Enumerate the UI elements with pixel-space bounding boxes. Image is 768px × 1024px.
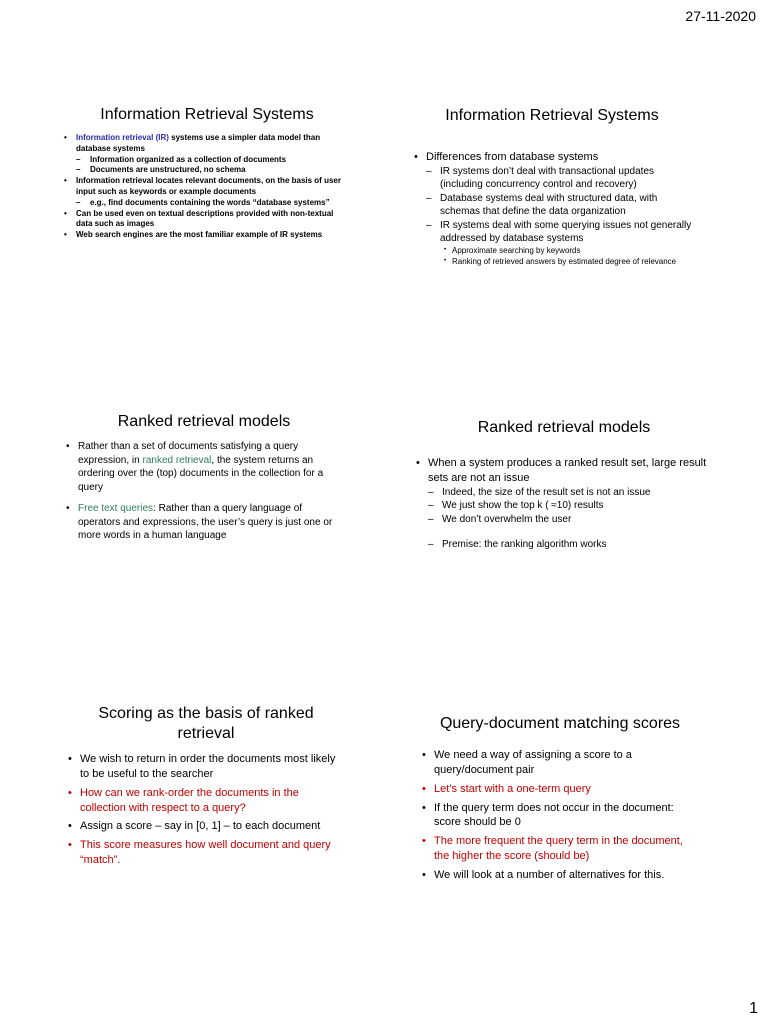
list-item: – IR systems deal with some querying issues not generally addressed by database systems — [412, 219, 692, 246]
list-item: • This score measures how well document and query “match”. — [66, 838, 346, 868]
slide-3 — [64, 412, 344, 543]
list-item: • We wish to return in order the documents most likely to be useful to the searcher — [66, 752, 346, 782]
spacer — [414, 526, 714, 538]
list-item — [64, 440, 344, 494]
list-item: – Database systems deal with structured data, with schemas that define the data organization — [412, 192, 692, 219]
highlight-term: Free text queries — [78, 503, 154, 514]
slide-title: Information Retrieval Systems — [445, 107, 659, 124]
bullet-list — [66, 752, 346, 868]
page-number: 1 — [749, 1000, 758, 1017]
bullet-list — [62, 133, 352, 241]
bullet-text: , the system returns an ordering over the (top) documents in the collection for a query — [78, 454, 324, 493]
bullet-list — [64, 440, 344, 543]
list-item — [62, 133, 352, 155]
list-item: • Information retrieval locates relevant documents, on the basis of user input such as keywords or example documents — [62, 176, 352, 198]
list-item: – Documents are unstructured, no schema — [62, 165, 352, 176]
highlight-term: Information retrieval (IR) — [76, 133, 169, 142]
bullet-list — [420, 748, 700, 883]
list-item: – Information organized as a collection of documents — [62, 155, 352, 166]
slide-title: Ranked retrieval models — [117, 413, 291, 430]
list-item: – We just show the top k ( ≈10) results — [414, 499, 714, 513]
bullet-list — [414, 456, 714, 552]
slide-4 — [414, 418, 714, 552]
list-item: • Let’s start with a one-term query — [420, 782, 700, 797]
slide-title: Information Retrieval Systems — [100, 106, 314, 123]
list-item: • Approximate searching by keywords — [412, 246, 692, 257]
list-item — [64, 502, 344, 543]
slide-2 — [412, 106, 692, 267]
list-item: • When a system produces a ranked result set, large result sets are not an issue — [414, 456, 714, 486]
list-item: – IR systems don’t deal with transactional updates (including concurrency control and recovery) — [412, 165, 692, 192]
bullet-text: systems use a simpler data model than database systems — [76, 133, 321, 153]
slide-1 — [62, 105, 352, 241]
list-item: • If the query term does not occur in the document: score should be 0 — [420, 801, 700, 831]
slide-6 — [420, 714, 700, 883]
page-date: 27-11-2020 — [685, 8, 756, 24]
list-item: • The more frequent the query term in the document, the higher the score (should be) — [420, 834, 700, 864]
list-item: • Can be used even on textual descriptions provided with non-textual data such as images — [62, 209, 352, 231]
list-item: – e.g., find documents containing the words “database systems” — [62, 198, 352, 209]
list-item: • Assign a score – say in [0, 1] – to each document — [66, 819, 346, 834]
list-item: – Indeed, the size of the result set is not an issue — [414, 486, 714, 500]
list-item: • We will look at a number of alternatives for this. — [420, 868, 700, 883]
list-item: – We don’t overwhelm the user — [414, 513, 714, 527]
highlight-term: ranked retrieval — [142, 454, 212, 466]
bullet-list — [412, 150, 692, 267]
bullet-text: Rather than a set of documents satisfying a query expression, in — [78, 441, 299, 466]
list-item: – Premise: the ranking algorithm works — [414, 538, 714, 552]
slide-5 — [66, 704, 346, 868]
list-item: • Differences from database systems — [412, 150, 692, 165]
slide-title: Query-document matching scores — [439, 715, 681, 732]
bullet-text: : Rather than a query language of operators and expressions, the user’s query is just one or more words in a human language — [78, 503, 333, 541]
list-item: • Ranking of retrieved answers by estimated degree of relevance — [412, 257, 692, 268]
list-item: • Web search engines are the most familiar example of IR systems — [62, 230, 352, 241]
list-item: • We need a way of assigning a score to a query/document pair — [420, 748, 700, 778]
list-item: • How can we rank-order the documents in the collection with respect to a query? — [66, 786, 346, 816]
slide-title: Ranked retrieval models — [477, 419, 651, 436]
slide-title: Scoring as the basis of ranked retrieval — [98, 705, 314, 742]
